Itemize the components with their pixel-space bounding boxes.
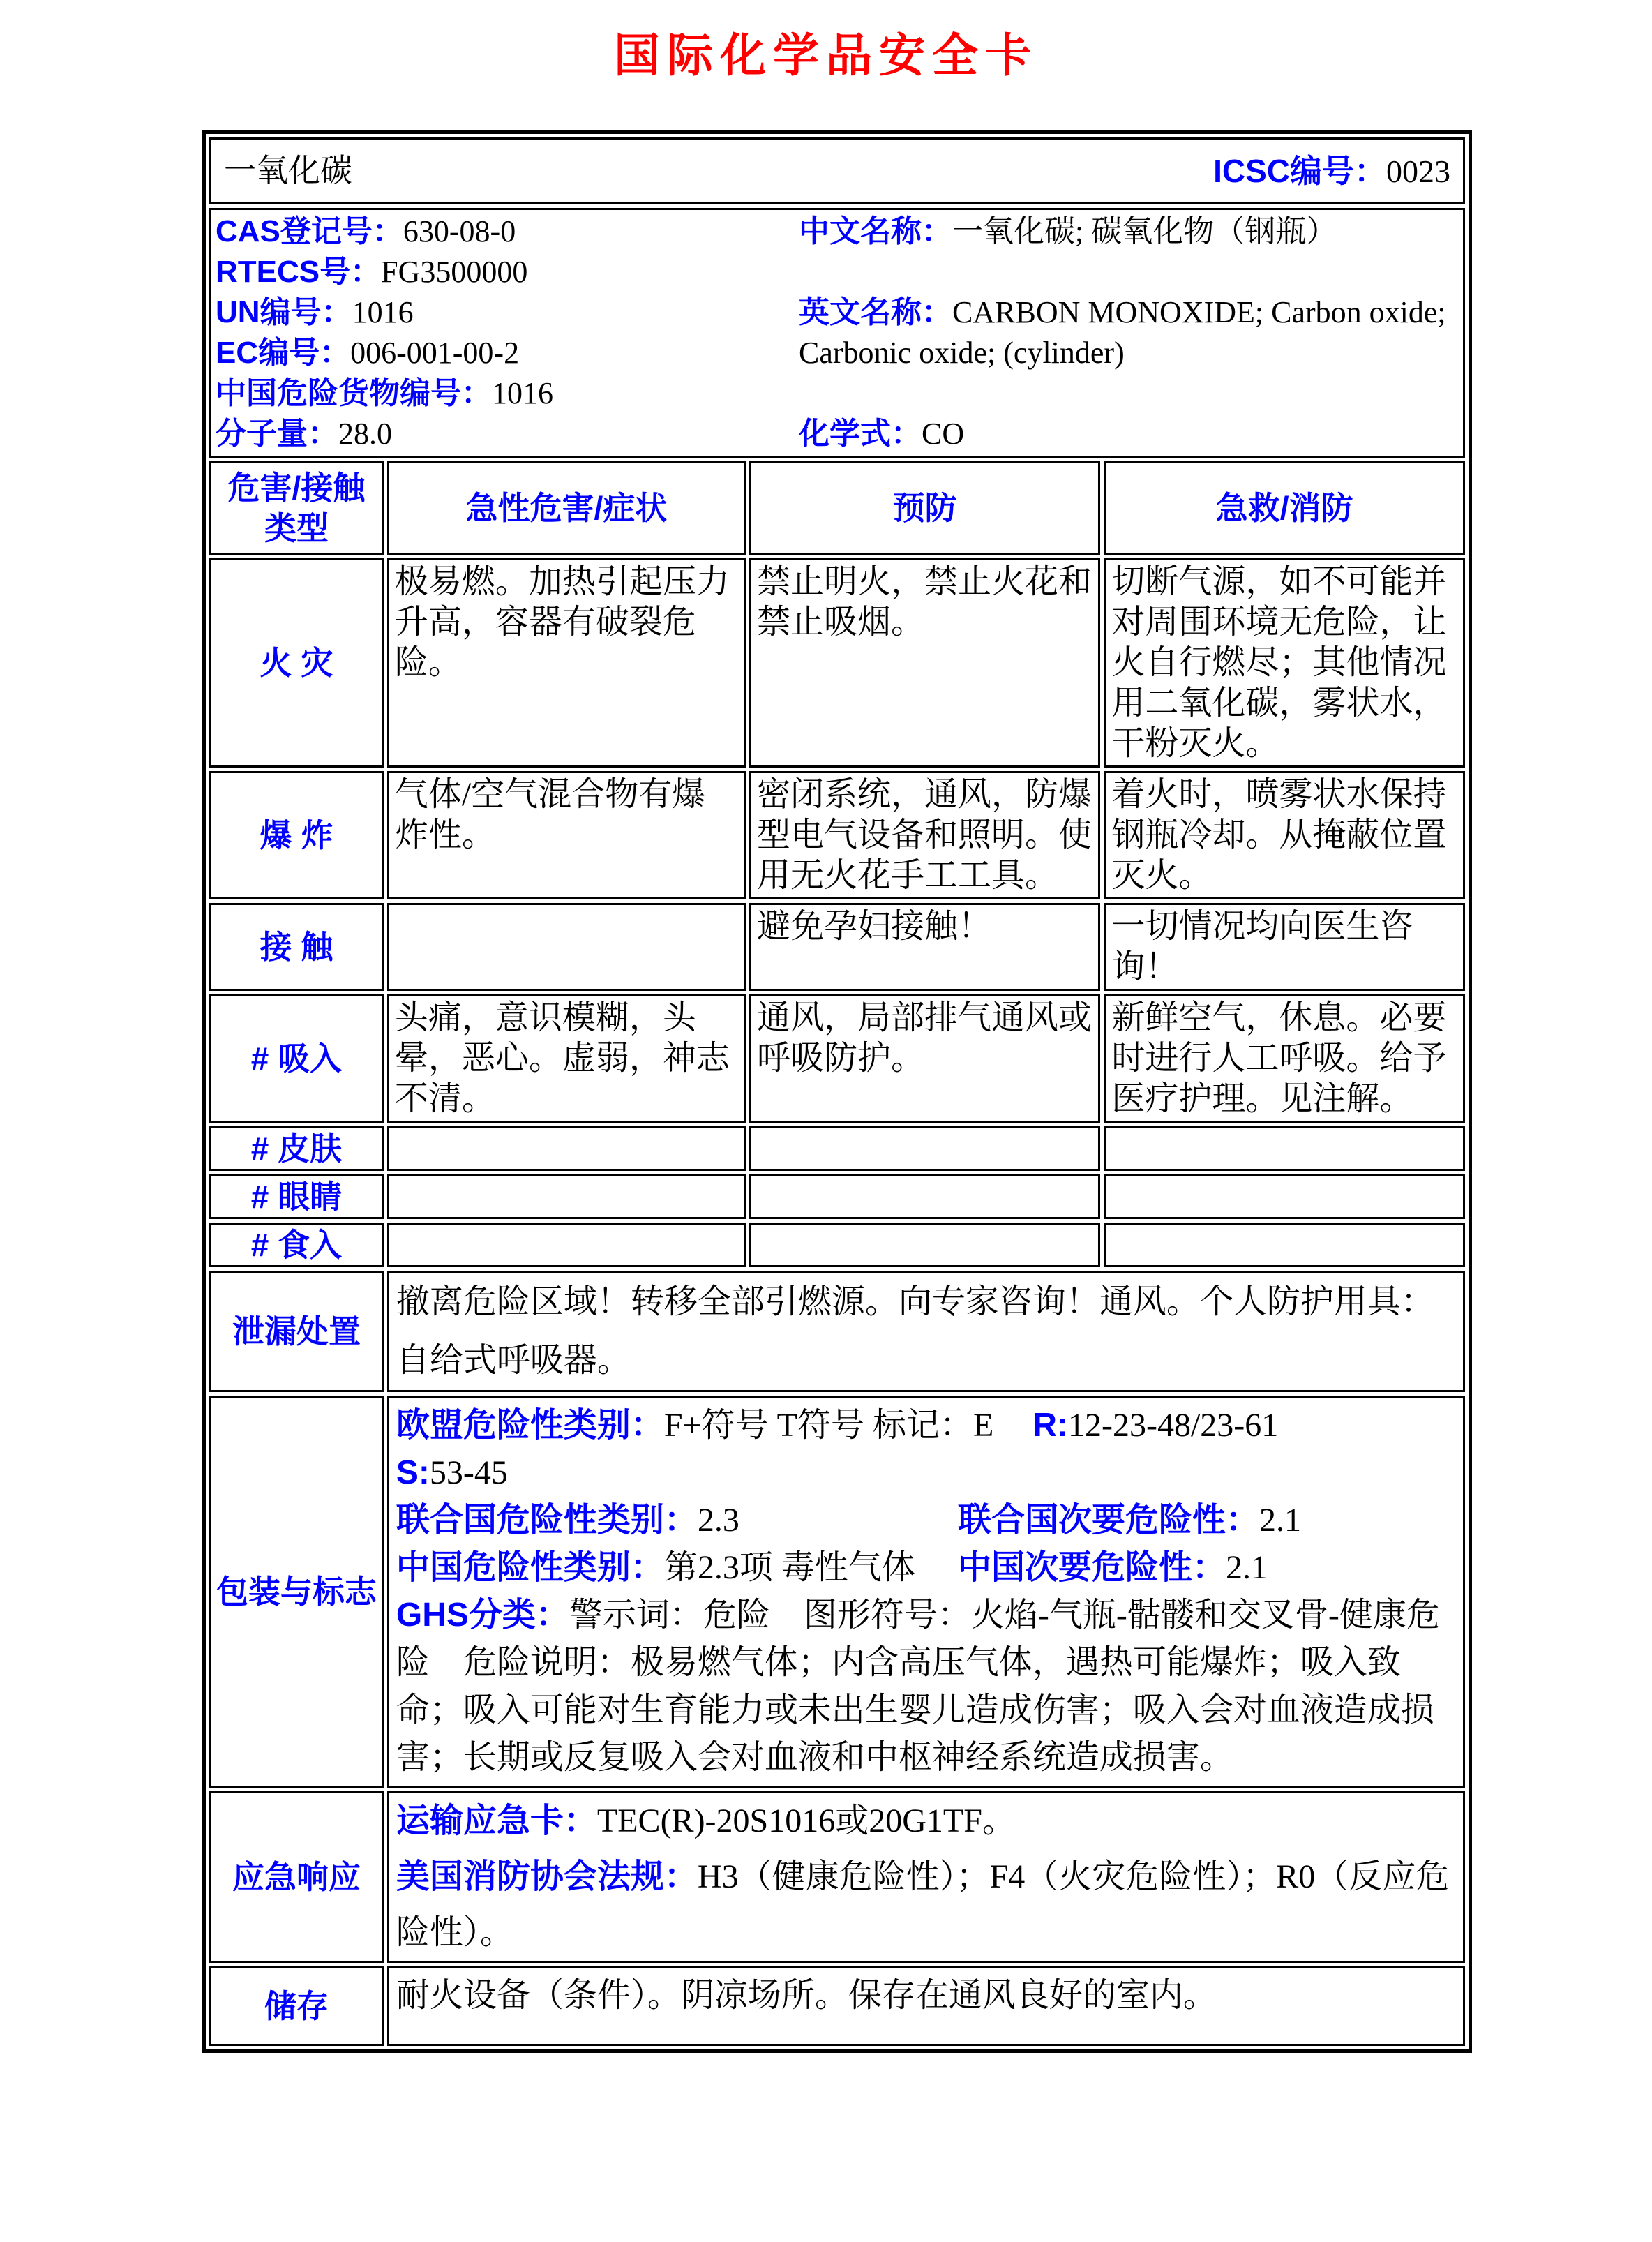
table-header-row (209, 461, 1465, 555)
ingestion-symptoms (387, 1223, 746, 1267)
storage-text: 耐火设备（条件）。阴凉场所。保存在通风良好的室内。 (387, 1966, 1465, 2046)
eyes-prevention (749, 1174, 1100, 1219)
eyes-symptoms (387, 1174, 746, 1219)
page-title: 国际化学品安全卡 (614, 29, 1038, 81)
explosion-prevention: 密闭系统，通风，防爆型电气设备和照明。使用无火花手工工具。 (749, 771, 1100, 899)
row-label-contact: 接 触 (209, 903, 384, 991)
identification-names (799, 211, 1459, 454)
row-label-spill: 泄漏处置 (209, 1271, 384, 1392)
eyes-response (1104, 1174, 1465, 1219)
header-prevention: 预防 (749, 461, 1100, 555)
r-phrases-value: 12-23-48/23-61 (1067, 1407, 1279, 1444)
skin-response (1104, 1126, 1465, 1171)
un-number: UN编号：1016 (216, 295, 414, 329)
hazard-row-eyes (209, 1174, 1465, 1219)
row-label-skin: # 皮肤 (209, 1126, 384, 1171)
identification-cell (209, 208, 1465, 458)
row-label-eyes: # 眼睛 (209, 1174, 384, 1219)
hazard-row-explosion (209, 771, 1465, 899)
china-hazard-class-line: 中国危险性类别：第2.3项 毒性气体 中国次要危险性：2.1 (396, 1549, 1268, 1586)
identification-row (209, 208, 1465, 458)
inhalation-prevention: 通风，局部排气通风或呼吸防护。 (749, 994, 1100, 1123)
contact-response: 一切情况均向医生咨询！ (1104, 903, 1465, 991)
explosion-response: 着火时，喷雾状水保持钢瓶冷却。从掩蔽位置灭火。 (1104, 771, 1465, 899)
ec-number: EC编号：006-001-00-2 (216, 336, 520, 370)
spill-text: 撤离危险区域！转移全部引燃源。向专家咨询！通风。个人防护用具：自给式呼吸器。 (387, 1271, 1465, 1392)
row-label-inhalation: # 吸入 (209, 994, 384, 1123)
ingestion-response (1104, 1223, 1465, 1267)
row-label-explosion: 爆 炸 (209, 771, 384, 899)
row-label-storage: 储存 (209, 1966, 384, 2046)
contact-symptoms (387, 903, 746, 991)
row-label-emergency: 应急响应 (209, 1791, 384, 1963)
row-label-ingestion: # 食入 (209, 1223, 384, 1267)
contact-prevention: 避免孕妇接触！ (749, 903, 1100, 991)
row-label-fire: 火 灾 (209, 558, 384, 768)
storage-row (209, 1966, 1465, 2046)
nfpa-code: 美国消防协会法规：H3（健康危险性）；F4（火灾危险性）；R0（反应危险性）。 (396, 1858, 1450, 1951)
chinese-name: 中文名称：一氧化碳; 碳氧化物（钢瓶） (799, 214, 1337, 248)
un-hazard-class-line: 联合国危险性类别：2.3 联合国次要危险性：2.1 (396, 1502, 1302, 1539)
substance-name: 一氧化碳 (224, 153, 352, 188)
rtecs-number: RTECS号：FG3500000 (216, 255, 528, 289)
china-dg-number: 中国危险货物编号：1016 (216, 376, 553, 410)
ghs-classification: GHS分类：警示词：危险 图形符号：火焰-气瓶-骷髅和交叉骨-健康危险 危险说明：极易燃气体；内含高压气体，遇热可能爆炸；吸入致命；吸入可能对生育能力或未出生婴儿造成伤害；吸入会对血液造成损害；长期或反复吸入会对血液和中枢神经系统造成损害。 (396, 1597, 1440, 1776)
r-phrases-label: R: (1032, 1407, 1068, 1444)
cas-number: CAS登记号：630-08-0 (216, 214, 516, 248)
hazard-row-skin (209, 1126, 1465, 1171)
row-label-packaging: 包装与标志 (209, 1396, 384, 1788)
transport-emergency-card: 运输应急卡：TEC(R)-20S1016或20G1TF。 (396, 1802, 1016, 1839)
icsc-card-table (202, 130, 1472, 2053)
eu-hazard-class: 欧盟危险性类别：F+符号 T符号 标记：E R:12-23-48/23-61 (396, 1407, 1279, 1444)
chemical-formula: 化学式：CO (799, 417, 965, 451)
spill-disposal-row (209, 1271, 1465, 1392)
icsc-number-label: ICSC编号： (1213, 152, 1386, 189)
hazard-row-inhalation (209, 994, 1465, 1123)
icsc-number (1213, 151, 1450, 192)
fire-symptoms: 极易燃。加热引起压力升高，容器有破裂危险。 (387, 558, 746, 768)
header-response: 急救/消防 (1104, 461, 1465, 555)
card-title-cell (209, 137, 1465, 204)
header-symptoms: 急性危害/症状 (387, 461, 746, 555)
inhalation-response: 新鲜空气，休息。必要时进行人工呼吸。给予医疗护理。见注解。 (1104, 994, 1465, 1123)
fire-response: 切断气源，如不可能并对周围环境无危险，让火自行燃尽；其他情况用二氧化碳，雾状水，干粉灭火。 (1104, 558, 1465, 768)
skin-symptoms (387, 1126, 746, 1171)
molecular-weight: 分子量：28.0 (216, 417, 392, 451)
skin-prevention (749, 1126, 1100, 1171)
emergency-content (387, 1791, 1465, 1963)
s-phrases: S:53-45 (396, 1454, 508, 1491)
emergency-response-row (209, 1791, 1465, 1963)
fire-prevention: 禁止明火，禁止火花和禁止吸烟。 (749, 558, 1100, 768)
ingestion-prevention (749, 1223, 1100, 1267)
identification-numbers (216, 211, 799, 454)
header-hazard-type: 危害/接触 类型 (209, 461, 384, 555)
explosion-symptoms: 气体/空气混合物有爆炸性。 (387, 771, 746, 899)
inhalation-symptoms: 头痛，意识模糊，头晕，恶心。虚弱，神志不清。 (387, 994, 746, 1123)
english-name: 英文名称：CARBON MONOXIDE; Carbon oxide; Carbonic oxide; (cylinder) (799, 295, 1446, 370)
icsc-number-value: 0023 (1386, 153, 1450, 189)
hazard-row-contact (209, 903, 1465, 991)
packaging-content (387, 1396, 1465, 1788)
packaging-row (209, 1396, 1465, 1788)
card-title-row (209, 137, 1465, 204)
hazard-row-ingestion (209, 1223, 1465, 1267)
hazard-row-fire (209, 558, 1465, 768)
